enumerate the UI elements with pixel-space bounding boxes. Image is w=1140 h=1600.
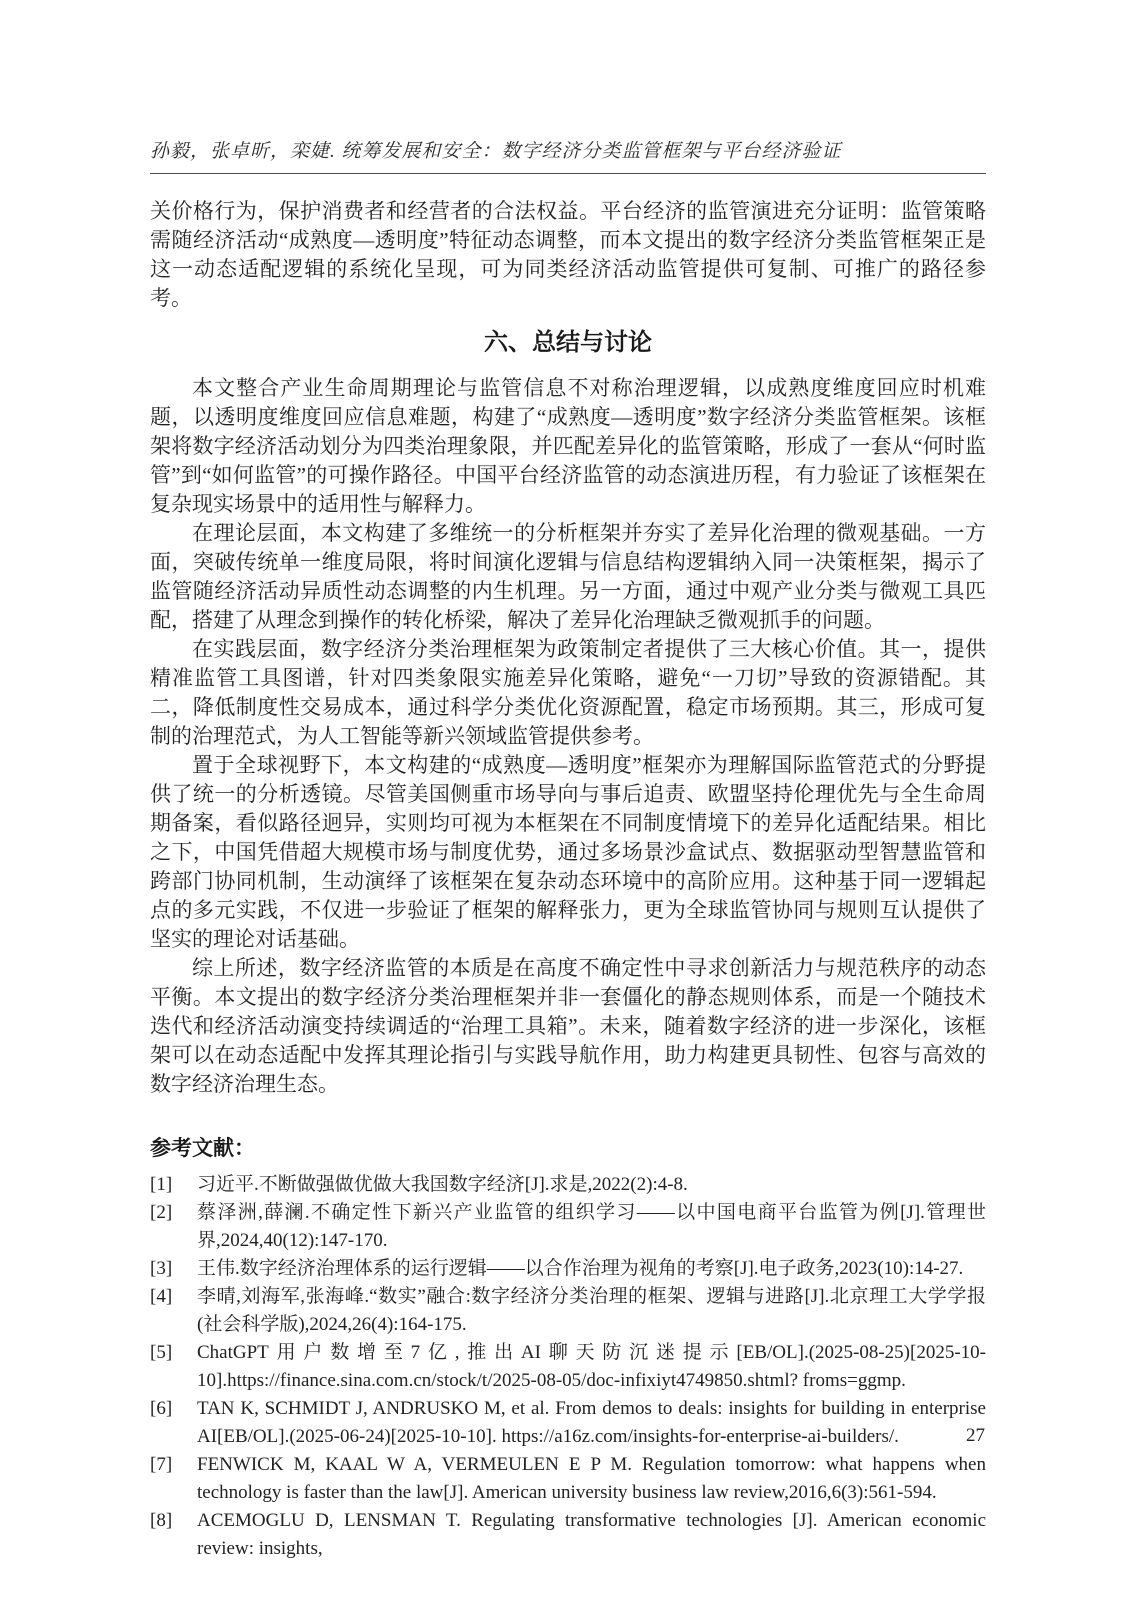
reference-label: [8]	[150, 1510, 173, 1531]
page-content	[150, 140, 986, 1563]
body-paragraph-continuation: 关价格行为，保护消费者和经营者的合法权益。平台经济的监管演进充分证明：监管策略需随经济活动“成熟度—透明度”特征动态调整，而本文提出的数字经济分类监管框架正是这一动态适配逻辑的系统化呈现，可为同类经济活动监管提供可复制、可推广的路径参考。	[150, 199, 986, 310]
reference-item	[150, 1283, 986, 1339]
reference-text: 习近平.不断做强做优做大我国数字经济[J].求是,2022(2):4-8.	[197, 1174, 688, 1195]
reference-item	[150, 1171, 986, 1199]
reference-list	[150, 1171, 986, 1563]
reference-item	[150, 1199, 986, 1255]
reference-text: 蔡泽洲,薛澜.不确定性下新兴产业监管的组织学习——以中国电商平台监管为例[J].管理世界,2024,40(12):147-170.	[197, 1202, 986, 1251]
reference-text: ChatGPT用户数增至7亿,推出AI聊天防沉迷提示[EB/OL].(2025-08-25)[2025-10-10].https://finance.sina.com.cn/stock/t/2025-08-05/doc-infixiyt4749850.shtml? froms=ggmp.	[197, 1342, 986, 1391]
reference-text: 王伟.数字经济治理体系的运行逻辑——以合作治理为视角的考察[J].电子政务,2023(10):14-27.	[197, 1258, 964, 1279]
reference-text: FENWICK M, KAAL W A, VERMEULEN E P M. Regulation tomorrow: what happens when technology is faster than the law[J]. American university business law review,2016,6(3):561-594.	[197, 1454, 986, 1503]
body-paragraph: 在理论层面，本文构建了多维统一的分析框架并夯实了差异化治理的微观基础。一方面，突破传统单一维度局限，将时间演化逻辑与信息结构逻辑纳入同一决策框架，揭示了监管随经济活动异质性动态调整的内生机理。另一方面，通过中观产业分类与微观工具匹配，搭建了从理念到操作的转化桥梁，解决了差异化治理缺乏微观抓手的问题。	[150, 521, 986, 632]
reference-item	[150, 1507, 986, 1563]
reference-label: [3]	[150, 1258, 173, 1279]
running-head: 孙毅，张卓昕，栾婕. 统筹发展和安全：数字经济分类监管框架与平台经济验证	[150, 140, 986, 174]
reference-item	[150, 1339, 986, 1395]
body-paragraph: 综上所述，数字经济监管的本质是在高度不确定性中寻求创新活力与规范秩序的动态平衡。本文提出的数字经济分类治理框架并非一套僵化的静态规则体系，而是一个随技术迭代和经济活动演变持续调适的“治理工具箱”。未来，随着数字经济的进一步深化，该框架可以在动态适配中发挥其理论指引与实践导航作用，助力构建更具韧性、包容与高效的数字经济治理生态。	[150, 956, 986, 1096]
references-heading: 参考文献：	[150, 1137, 255, 1160]
reference-label: [6]	[150, 1398, 173, 1419]
reference-label: [5]	[150, 1342, 173, 1363]
references-section	[150, 1135, 986, 1563]
reference-text: TAN K, SCHMIDT J, ANDRUSKO M, et al. From demos to deals: insights for building in enterprise AI[EB/OL].(2025-06-24)[2025-10-10]. https://a16z.com/insights-for-enterprise-ai-builders/.	[197, 1398, 986, 1447]
reference-text: ACEMOGLU D, LENSMAN T. Regulating transformative technologies [J]. American economic review: insights,	[197, 1510, 986, 1559]
body-paragraph: 本文整合产业生命周期理论与监管信息不对称治理逻辑，以成熟度维度回应时机难题，以透明度维度回应信息难题，构建了“成熟度—透明度”数字经济分类监管框架。该框架将数字经济活动划分为四类治理象限，并匹配差异化的监管策略，形成了一套从“何时监管”到“如何监管”的可操作路径。中国平台经济监管的动态演进历程，有力验证了该框架在复杂现实场景中的适用性与解释力。	[150, 376, 986, 516]
page-number: 27	[966, 1425, 985, 1446]
section-heading: 六、总结与讨论	[484, 329, 652, 356]
reference-label: [4]	[150, 1286, 173, 1307]
reference-item	[150, 1395, 986, 1451]
reference-text: 李晴,刘海军,张海峰.“数实”融合:数字经济分类治理的框架、逻辑与进路[J].北京理工大学学报(社会科学版),2024,26(4):164-175.	[197, 1286, 986, 1335]
reference-label: [7]	[150, 1454, 173, 1475]
body-paragraph: 置于全球视野下，本文构建的“成熟度—透明度”框架亦为理解国际监管范式的分野提供了统一的分析透镜。尽管美国侧重市场导向与事后追责、欧盟坚持伦理优先与全生命周期备案，看似路径迥异，实则均可视为本框架在不同制度情境下的差异化适配结果。相比之下，中国凭借超大规模市场与制度优势，通过多场景沙盒试点、数据驱动型智慧监管和跨部门协同机制，生动演绎了该框架在复杂动态环境中的高阶应用。这种基于同一逻辑起点的多元实践，不仅进一步验证了框架的解释张力，更为全球监管协同与规则互认提供了坚实的理论对话基础。	[150, 753, 986, 951]
reference-label: [2]	[150, 1202, 173, 1223]
reference-label: [1]	[150, 1174, 173, 1195]
body-paragraph: 在实践层面，数字经济分类治理框架为政策制定者提供了三大核心价值。其一，提供精准监管工具图谱，针对四类象限实施差异化策略，避免“一刀切”导致的资源错配。其二，降低制度性交易成本，通过科学分类优化资源配置，稳定市场预期。其三，形成可复制的治理范式，为人工智能等新兴领域监管提供参考。	[150, 637, 986, 748]
reference-item	[150, 1451, 986, 1507]
reference-item	[150, 1255, 986, 1283]
